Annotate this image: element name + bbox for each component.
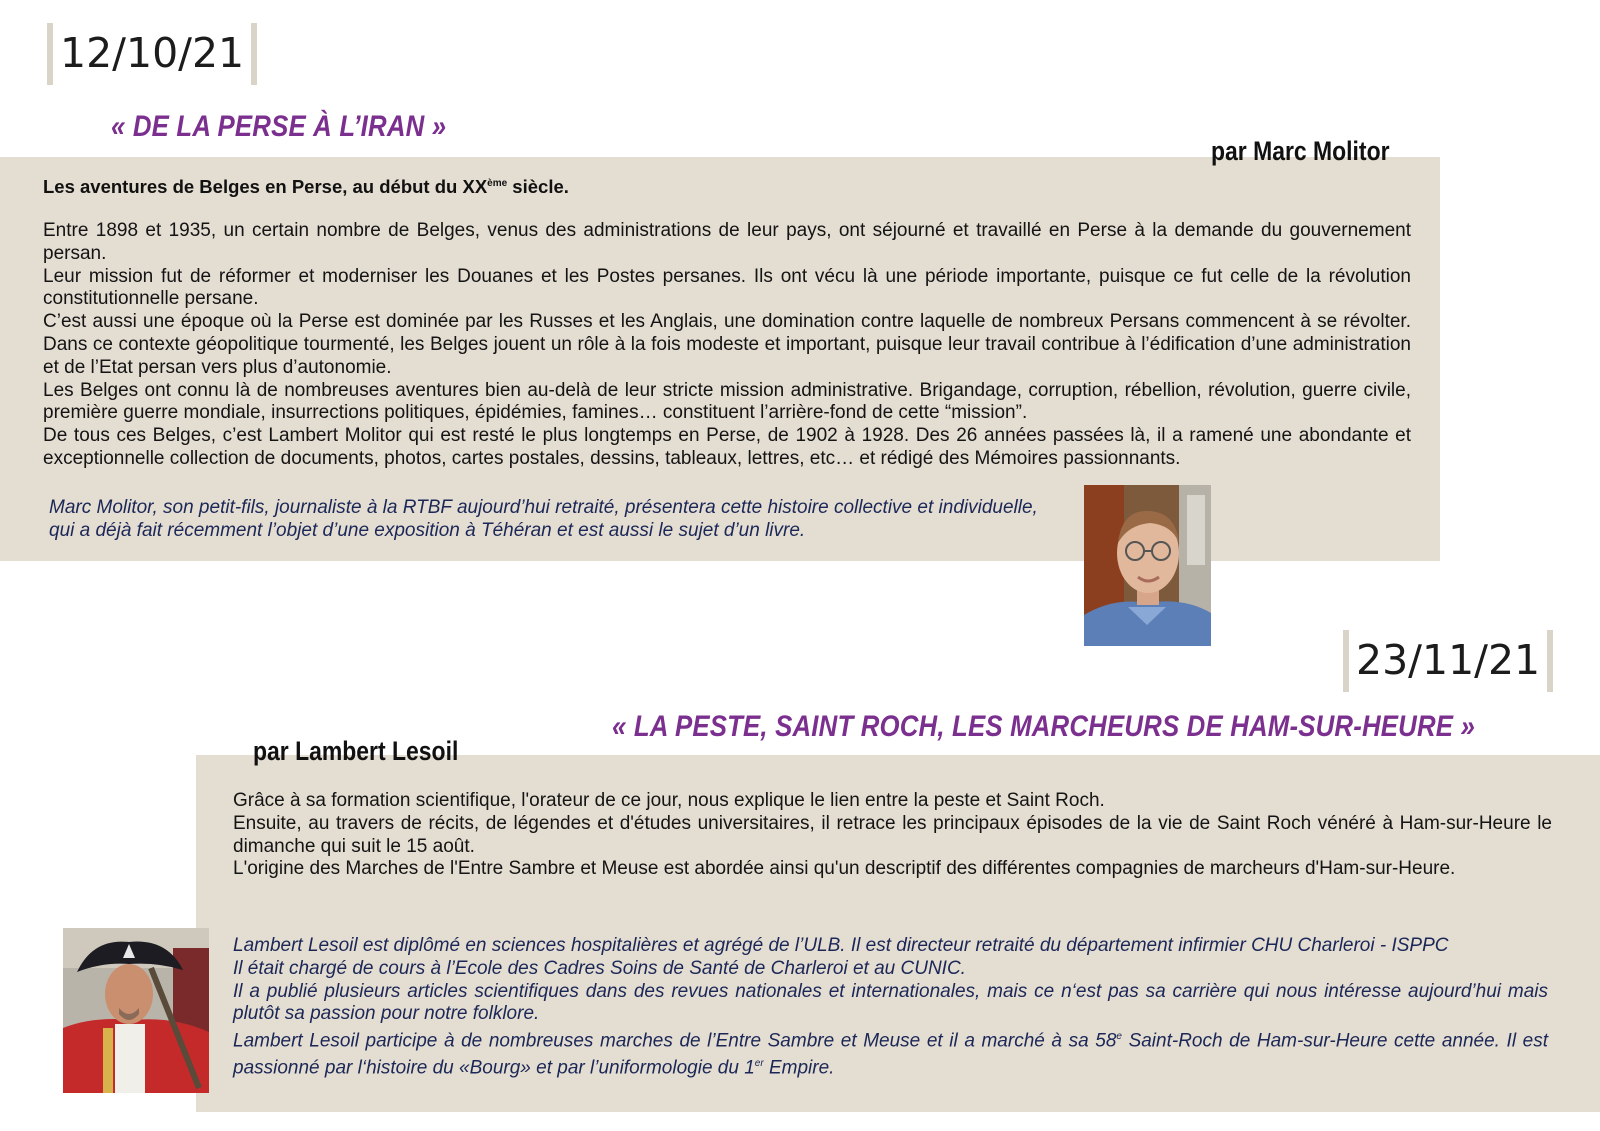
event1-lead — [43, 176, 569, 198]
event2-paragraph: Ensuite, au travers de récits, de légendes et d'études universitaires, il retrace les principaux épisodes de la vie de Saint Roch vénéré à Ham-sur-Heure le dimanche qui suit le 15 août. — [233, 812, 1552, 857]
event2-bio-line: Lambert Lesoil est diplômé en sciences hospitalières et agrégé de l’ULB. Il est directeur retraité du département infirmier CHU Charleroi - ISPPC — [233, 935, 1449, 956]
event2-body — [233, 790, 1552, 881]
event1-title: « DE LA PERSE À L’IRAN » — [111, 110, 447, 143]
portrait-image — [63, 928, 209, 1093]
event1-speaker-bio — [49, 497, 1059, 543]
event1-paragraph: De tous ces Belges, c’est Lambert Molitor qui est resté le plus longtemps en Perse, de 1902 à 1928. Des 26 années passées là, il a ramené une abondante et exceptionnelle collection de documents, photos, cartes postales, dessins, tableaux, lettres, etc… et rédigé des Mémoires passionnants. — [43, 425, 1411, 469]
event1-body — [43, 220, 1411, 471]
portrait-image — [1084, 485, 1211, 646]
bio-sup: e — [1116, 1031, 1122, 1043]
event2-author: par Lambert Lesoil — [253, 736, 459, 766]
bio-sup: er — [754, 1058, 764, 1070]
bio-text: Lambert Lesoil participe à de nombreuses marches de l’Entre Sambre et Meuse et il a marché à sa 58 — [233, 1030, 1117, 1052]
event2-bio-last-line — [233, 1026, 1548, 1080]
bio-text: Saint-Roch de Ham-sur-Heure cette année. Il est passionné par l‘histoire du «Bourg» et par l’uniformologie du 1 — [233, 1030, 1548, 1079]
event2-date: 23/11/21 — [1343, 630, 1553, 692]
event2-bio-line: Il a publié plusieurs articles scientifiques dans des revues nationales et internationales, mais ce n‘est pas sa carrière qui nous intéresse aujourd’hui mais plutôt sa passion pour notre folklore. — [233, 980, 1548, 1025]
lambert-lesoil-photo — [63, 928, 209, 1093]
event1-paragraph: Les Belges ont connu là de nombreuses aventures bien au-delà de leur stricte mission administrative. Brigandage, corruption, rébellion, révolution, guerre civile, première guerre mondiale, insurrections politiques, épidémies, famines… constituent l’arrière-fond de cette “mission”. — [43, 379, 1411, 424]
event1-author: par Marc Molitor — [1211, 136, 1390, 166]
event1-lead-main: Les aventures de Belges en Perse, au début du XX — [43, 176, 488, 197]
event2-paragraph: L'origine des Marches de l'Entre Sambre et Meuse est abordée ainsi qu'un descriptif des différentes compagnies de marcheurs d'Ham-sur-Heure. — [233, 858, 1456, 880]
event1-lead-end: siècle. — [507, 176, 569, 197]
event1-paragraph: Leur mission fut de réformer et moderniser les Douanes et les Postes persanes. Ils ont vécu là une période importante, puisque ce fut celle de la révolution constitutionnelle persane. — [43, 265, 1411, 310]
event1-lead-sup: ème — [487, 177, 508, 189]
event1-paragraph: Entre 1898 et 1935, un certain nombre de Belges, venus des administrations de leur pays, ont séjourné et travaillé en Perse à la demande du gouvernement persan. — [43, 220, 1411, 264]
event2-title: « LA PESTE, SAINT ROCH, LES MARCHEURS DE HAM-SUR-HEURE » — [612, 710, 1476, 743]
event1-paragraph: C’est aussi une époque où la Perse est dominée par les Russes et les Anglais, une domination contre laquelle de nombreux Persans commencent à se révolter. Dans ce contexte géopolitique tourmenté, les Belges jouent un rôle à la fois modeste et important, puisque leur travail contribue à l’édification d’une administration et de l’Etat persan vers plus d’autonomie. — [43, 311, 1411, 378]
event2-bio-line: Il était chargé de cours à l’Ecole des Cadres Soins de Santé de Charleroi et au CUNIC. — [233, 957, 966, 979]
bio-text: Empire. — [763, 1057, 835, 1079]
event1-date: 12/10/21 — [47, 23, 257, 85]
event2-speaker-bio — [233, 935, 1548, 1080]
event2-paragraph: Grâce à sa formation scientifique, l'orateur de ce jour, nous explique le lien entre la peste et Saint Roch. — [233, 790, 1105, 811]
marc-molitor-photo — [1084, 485, 1211, 646]
event1-bio-text: Marc Molitor, son petit-fils, journaliste à la RTBF aujourd’hui retraité, présentera cette histoire collective et individuelle, qui a déjà fait récemment l’objet d’une exposition à Téhéran et est aussi le sujet d’un livre. — [49, 497, 1038, 541]
